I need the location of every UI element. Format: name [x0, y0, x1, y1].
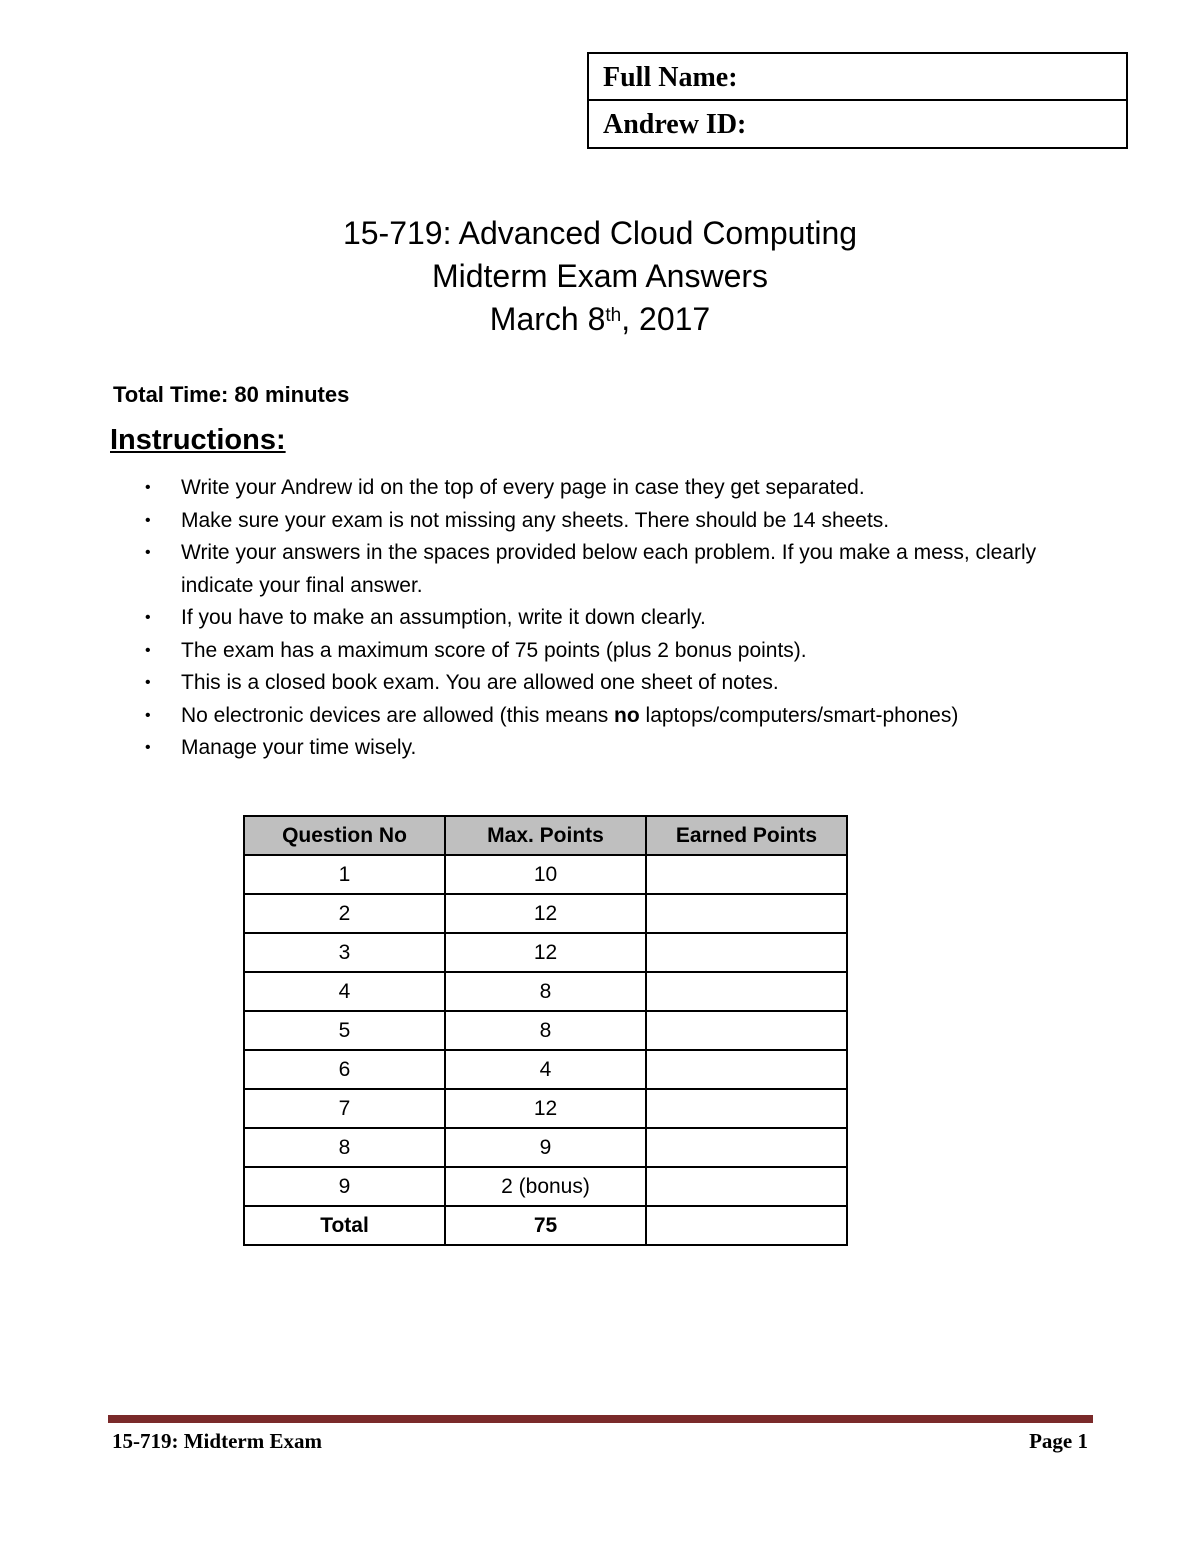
earned-points-cell[interactable] [646, 894, 847, 933]
earned-points-cell[interactable] [646, 1050, 847, 1089]
table-row [244, 933, 847, 972]
footer-course-label: 15-719: Midterm Exam [112, 1429, 322, 1453]
max-points-cell: 12 [445, 1089, 646, 1128]
max-points-cell: 4 [445, 1050, 646, 1089]
list-item: • Make sure your exam is not missing any sheets. There should be 14 sheets. [145, 505, 1105, 538]
question-number-cell: 2 [244, 894, 445, 933]
table-row [244, 1011, 847, 1050]
bullet-icon: • [145, 739, 151, 756]
earned-points-cell[interactable] [646, 1128, 847, 1167]
total-max-points-cell: 75 [445, 1206, 646, 1245]
list-item: • Write your answers in the spaces provided below each problem. If you make a mess, clearly indicate your final answer. [145, 537, 1105, 602]
bullet-icon: • [145, 641, 151, 659]
table-row [244, 972, 847, 1011]
list-item: • The exam has a maximum score of 75 points (plus 2 bonus points). [145, 635, 1105, 668]
bullet-icon: • [145, 674, 151, 691]
footer-rule [108, 1415, 1093, 1423]
score-table [243, 815, 848, 1246]
earned-points-cell[interactable] [646, 972, 847, 1011]
earned-points-cell[interactable] [646, 933, 847, 972]
earned-points-cell[interactable] [646, 1011, 847, 1050]
question-number-cell: 1 [244, 855, 445, 894]
column-header: Earned Points [646, 816, 847, 855]
question-number-cell: 6 [244, 1050, 445, 1089]
student-id-box [587, 52, 1128, 149]
total-earned-points-cell[interactable] [646, 1206, 847, 1245]
max-points-cell: 8 [445, 972, 646, 1011]
exam-date: March 8th, 2017 [489, 301, 711, 337]
bullet-icon: • [145, 479, 151, 496]
column-header: Max. Points [445, 816, 646, 855]
bullet-icon: • [145, 706, 151, 724]
list-item: • If you have to make an assumption, write it down clearly. [145, 602, 1105, 635]
course-title: 15-719: Advanced Cloud Computing [342, 215, 858, 251]
list-item: • Manage your time wisely. [145, 732, 1105, 765]
list-item: • No electronic devices are allowed (this means no laptops/computers/smart-phones) [145, 700, 1105, 733]
table-total-row [244, 1206, 847, 1245]
table-row [244, 855, 847, 894]
question-number-cell: 8 [244, 1128, 445, 1167]
bullet-icon: • [145, 511, 151, 529]
table-row [244, 1128, 847, 1167]
table-row [244, 894, 847, 933]
page-number: Page 1 [1029, 1429, 1088, 1453]
table-row [244, 1089, 847, 1128]
bullet-icon: • [145, 544, 151, 561]
earned-points-cell[interactable] [646, 855, 847, 894]
table-row [244, 1050, 847, 1089]
exam-subtitle: Midterm Exam Answers [431, 258, 769, 294]
max-points-cell: 12 [445, 894, 646, 933]
table-header-row [244, 816, 847, 855]
exam-title [0, 212, 1200, 341]
earned-points-cell[interactable] [646, 1089, 847, 1128]
question-number-cell: 9 [244, 1167, 445, 1206]
earned-points-cell[interactable] [646, 1167, 847, 1206]
max-points-cell: 2 (bonus) [445, 1167, 646, 1206]
question-number-cell: 4 [244, 972, 445, 1011]
list-item: • This is a closed book exam. You are allowed one sheet of notes. [145, 667, 1105, 700]
question-number-cell: 5 [244, 1011, 445, 1050]
max-points-cell: 12 [445, 933, 646, 972]
max-points-cell: 10 [445, 855, 646, 894]
max-points-cell: 8 [445, 1011, 646, 1050]
question-number-cell: 3 [244, 933, 445, 972]
total-time: Total Time: 80 minutes [113, 382, 350, 407]
total-label-cell: Total [244, 1206, 445, 1245]
full-name-field[interactable] [589, 54, 1126, 99]
column-header: Question No [244, 816, 445, 855]
max-points-cell: 9 [445, 1128, 646, 1167]
andrew-id-label: Andrew ID: [603, 109, 747, 140]
instructions-list [145, 472, 1105, 765]
full-name-label: Full Name: [603, 62, 738, 93]
list-item: • Write your Andrew id on the top of every page in case they get separated. [145, 472, 1105, 505]
table-row [244, 1167, 847, 1206]
instructions-heading: Instructions: [110, 424, 286, 456]
andrew-id-field[interactable] [589, 99, 1126, 147]
question-number-cell: 7 [244, 1089, 445, 1128]
bullet-icon: • [145, 609, 151, 626]
